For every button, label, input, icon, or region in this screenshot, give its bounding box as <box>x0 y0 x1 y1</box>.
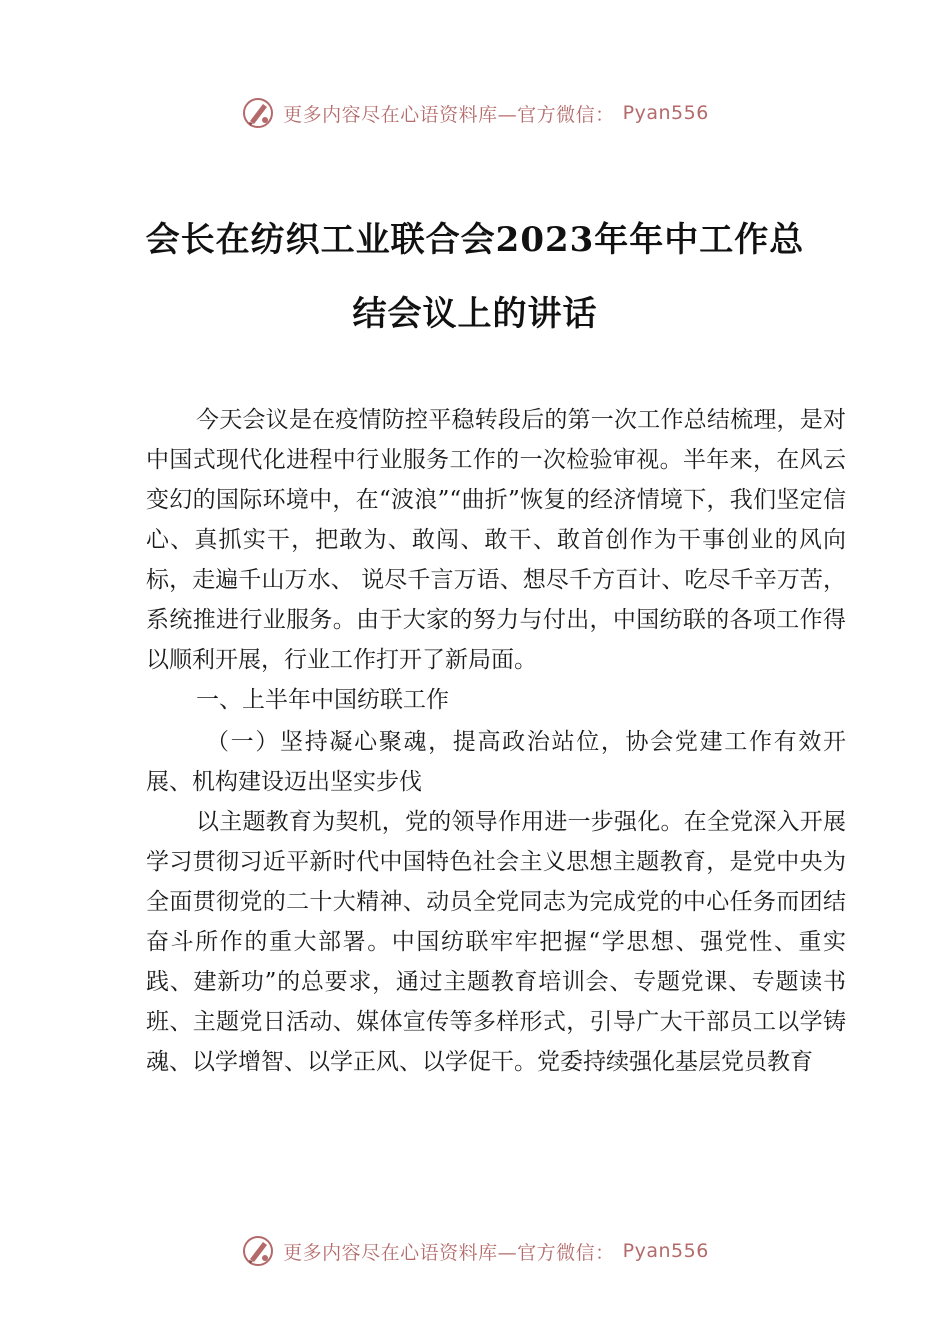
header-banner <box>0 96 950 130</box>
section-heading: 一、上半年中国纺联工作 <box>196 687 449 713</box>
footer-banner <box>0 1234 950 1268</box>
document-title-line2: 结会议上的讲话 <box>352 294 598 334</box>
wechat-id: Pyan556 <box>622 1240 709 1262</box>
pen-seal-icon <box>241 96 275 130</box>
banner-text: 更多内容尽在心语资料库—官方微信： <box>283 103 615 126</box>
wechat-id: Pyan556 <box>622 102 709 124</box>
document-title-line1: 会长在纺织工业联合会2023年年中工作总 <box>145 220 805 260</box>
pen-seal-icon <box>241 1234 275 1268</box>
body-paragraph: 以主题教育为契机，党的领导作用进一步强化。在全党深入开展学习贯彻习近平新时代中国特色社会主义思想主题教育，是党中央为全面贯彻党的二十大精神、动员全党同志为完成党的中心任务而团结奋斗所作的重大部署。中国纺联牢牢把握“学思想、强党性、重实践、建新功”的总要求，通过主题教育培训会、专题党课、专题读书班、主题党日活动、媒体宣传等多样形式，引导广大干部员工以学铸魂、以学增智、以学正风、以学促干。党委持续强化基层党员教育 <box>146 809 846 1075</box>
document-body <box>146 400 846 1082</box>
intro-paragraph: 今天会议是在疫情防控平稳转段后的第一次工作总结梳理，是对中国式现代化进程中行业服务工作的一次检验审视。半年来，在风云变幻的国际环境中，在“波浪”“曲折”恢复的经济情境下，我们坚定信心、真抓实干，把敢为、敢闯、敢干、敢首创作为干事创业的风向标，走遍千山万水、 说尽千言万语、想尽千方百计、吃尽千辛万苦，系统推进行业服务。由于大家的努力与付出，中国纺联的各项工作得以顺利开展，行业工作打开了新局面。 <box>146 407 846 673</box>
banner-text: 更多内容尽在心语资料库—官方微信： <box>283 1241 615 1264</box>
subsection-heading: （一）坚持凝心聚魂，提高政治站位，协会党建工作有效开展、机构建设迈出坚实步伐 <box>146 729 846 795</box>
